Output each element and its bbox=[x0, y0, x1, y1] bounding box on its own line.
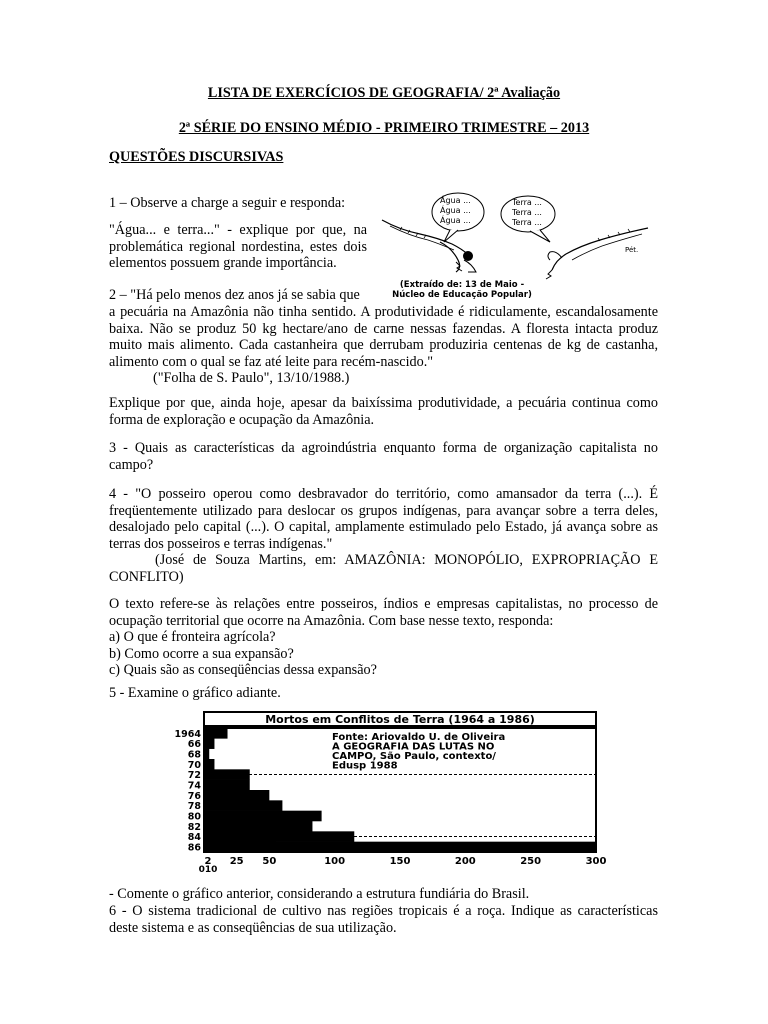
q1-line: elementos possuem grande importância. bbox=[109, 255, 337, 272]
chart-bar-70 bbox=[204, 759, 214, 770]
cartoon-caption bbox=[382, 280, 542, 300]
q6-line: 6 - O sistema tradicional de cultivo nas regiões tropicais é a roça. Indique as características bbox=[109, 903, 658, 919]
chart-bar-66 bbox=[204, 738, 214, 749]
chart-category-label: 72 bbox=[187, 770, 201, 782]
chart-xtick-label: 200 bbox=[454, 856, 476, 867]
q4-line: terras dos posseiros e terras indígenas." bbox=[109, 535, 333, 552]
bubble-line: Água ... bbox=[440, 206, 471, 215]
q1-line: problemática regional nordestina, estes dois bbox=[109, 238, 367, 255]
chart-bar-80 bbox=[204, 811, 322, 822]
q2-source: ("Folha de S. Paulo", 13/10/1988.) bbox=[153, 370, 350, 387]
q4-text-line: ocupação territorial que ocorre na Amazônia. Com base nesse texto, responda: bbox=[109, 612, 554, 629]
chart-category-label: 84 bbox=[187, 832, 201, 844]
q1-intro: 1 – Observe a charge a seguir e responda: bbox=[109, 195, 346, 211]
chart-category-label: 74 bbox=[187, 780, 201, 792]
chart-category-label: 82 bbox=[187, 821, 201, 833]
chart-svg bbox=[160, 710, 610, 872]
chart-source-line: CAMPO, São Paulo, contexto/ bbox=[332, 751, 496, 762]
chart-bar-1964 bbox=[204, 728, 228, 739]
chart-subbar-84 bbox=[204, 837, 276, 842]
q3-text bbox=[109, 440, 658, 473]
bubble-line: Terra ... bbox=[512, 208, 542, 217]
chart-bar-72 bbox=[204, 769, 250, 780]
q4-line: freqüentemente utilizado para deslocar os grupos indígenas, para avançar sobre a terra deles, bbox=[109, 502, 658, 519]
q4-line: 4 - "O posseiro operou como desbravador do território, como amansador da terra (...). É bbox=[109, 486, 658, 502]
q2-line: baixa. Não se produz 50 kg hectare/ano de carne nessas fazendas. A floresta intacta produz bbox=[109, 320, 658, 337]
chart-bar-74 bbox=[204, 780, 250, 791]
chart-bar-78 bbox=[204, 800, 282, 811]
q4-text bbox=[109, 486, 658, 586]
chart-subbar-82 bbox=[204, 826, 311, 831]
chart-category-label: 86 bbox=[187, 842, 201, 854]
bubble-line: Água ... bbox=[440, 196, 471, 205]
chart-category-label: 76 bbox=[187, 790, 201, 802]
chart-category-label: 70 bbox=[187, 759, 201, 771]
q6-text bbox=[109, 903, 658, 936]
q3-line: campo? bbox=[109, 456, 154, 473]
chart-title: Mortos em Conflitos de Terra (1964 a 1986) bbox=[265, 713, 535, 726]
q2-line: alimento com o qual se faz até leite para recém-nascido." bbox=[109, 353, 434, 370]
q4-source-line: CONFLITO) bbox=[109, 568, 184, 585]
bubble-line: Terra ... bbox=[512, 218, 542, 227]
q5-comment: - Comente o gráfico anterior, considerando a estrutura fundiária do Brasil. bbox=[109, 886, 530, 902]
chart-category-label: 80 bbox=[187, 811, 201, 823]
chart-xtick-label: 300 bbox=[585, 856, 607, 867]
chart-bar-76 bbox=[204, 790, 269, 801]
caption-line: Núcleo de Educação Popular) bbox=[392, 290, 532, 300]
q2-text bbox=[109, 304, 658, 387]
chart-xtick-under-label: 010 bbox=[198, 865, 218, 872]
section-heading: QUESTÕES DISCURSIVAS bbox=[109, 149, 284, 165]
q2-line: a pecuária na Amazônia não tinha sentido. A produtividade é ridiculamente, escandalosamente bbox=[109, 304, 658, 320]
chart-subbar-86 bbox=[204, 847, 341, 852]
chart-source-line: A GEOGRAFIA DAS LUTAS NO bbox=[332, 741, 495, 753]
chart-category-label: 66 bbox=[187, 739, 201, 751]
chart-source-line: Edusp 1988 bbox=[332, 760, 398, 772]
chart-xtick-label: 2 bbox=[204, 856, 212, 867]
land-conflict-chart bbox=[160, 710, 610, 872]
q4-instructions bbox=[109, 596, 658, 679]
chart-xtick-label: 250 bbox=[520, 856, 542, 867]
page-title: LISTA DE EXERCÍCIOS DE GEOGRAFIA/ 2ª Avaliação bbox=[207, 85, 561, 101]
cartoon-signature: Pét. bbox=[625, 246, 639, 254]
q6-line: deste sistema e as conseqüências de sua utilização. bbox=[109, 919, 397, 936]
q2-line: muito mais alimento. Cada castanheira que derrubam produziria centenas de kg de castanha, bbox=[109, 337, 658, 354]
q2-first-line: 2 – "Há pelo menos dez anos já se sabia que bbox=[109, 287, 360, 303]
q1-text bbox=[109, 222, 367, 272]
q1-line: "Água... e terra..." - explique por que, na bbox=[109, 222, 367, 238]
chart-category-label: 68 bbox=[187, 749, 201, 761]
q2-question-line: Explique por que, ainda hoje, apesar da baixíssima produtividade, a pecuária continua como bbox=[109, 395, 658, 411]
q5-intro: 5 - Examine o gráfico adiante. bbox=[109, 685, 281, 701]
chart-category-label: 78 bbox=[187, 801, 201, 813]
bubble-right-text bbox=[512, 198, 552, 228]
caption-line: (Extraído de: 13 de Maio - bbox=[399, 280, 525, 290]
page-subtitle: 2ª SÉRIE DO ENSINO MÉDIO - PRIMEIRO TRIMESTRE – 2013 bbox=[178, 120, 590, 136]
q4-source-line: (José de Souza Martins, em: AMAZÔNIA: MONOPÓLIO, EXPROPRIAÇÃO E bbox=[155, 552, 658, 569]
q4-text-line: O texto refere-se às relações entre posseiros, índios e empresas capitalistas, no processo de bbox=[109, 596, 658, 612]
bubble-left-text bbox=[440, 196, 480, 226]
chart-xtick-label: 100 bbox=[324, 856, 346, 867]
chart-xtick-label: 150 bbox=[389, 856, 411, 867]
chart-source-line: Fonte: Ariovaldo U. de Oliveira bbox=[332, 732, 506, 743]
chart-xtick-label: 50 bbox=[262, 856, 277, 867]
q4-line: desalojado pelo capital (...). O capital, amplamente estimulado pelo Estado, já avança sobre as bbox=[109, 519, 658, 536]
chart-category-label: 1964 bbox=[174, 728, 201, 740]
q2-question bbox=[109, 395, 658, 428]
q4-item: c) Quais são as conseqüências dessa expansão? bbox=[109, 662, 377, 679]
chart-bar-68 bbox=[204, 749, 209, 760]
q2-question-line: forma de exploração e ocupação da Amazônia. bbox=[109, 411, 375, 428]
q4-item: a) O que é fronteira agrícola? bbox=[109, 629, 276, 646]
bubble-line: Água ... bbox=[440, 216, 471, 225]
q4-item: b) Como ocorre a sua expansão? bbox=[109, 645, 294, 662]
chart-xtick-label: 25 bbox=[229, 856, 244, 867]
q3-line: 3 - Quais as características da agroindústria enquanto forma de organização capitalista no bbox=[109, 440, 658, 456]
bubble-line: Terra ... bbox=[512, 198, 542, 207]
